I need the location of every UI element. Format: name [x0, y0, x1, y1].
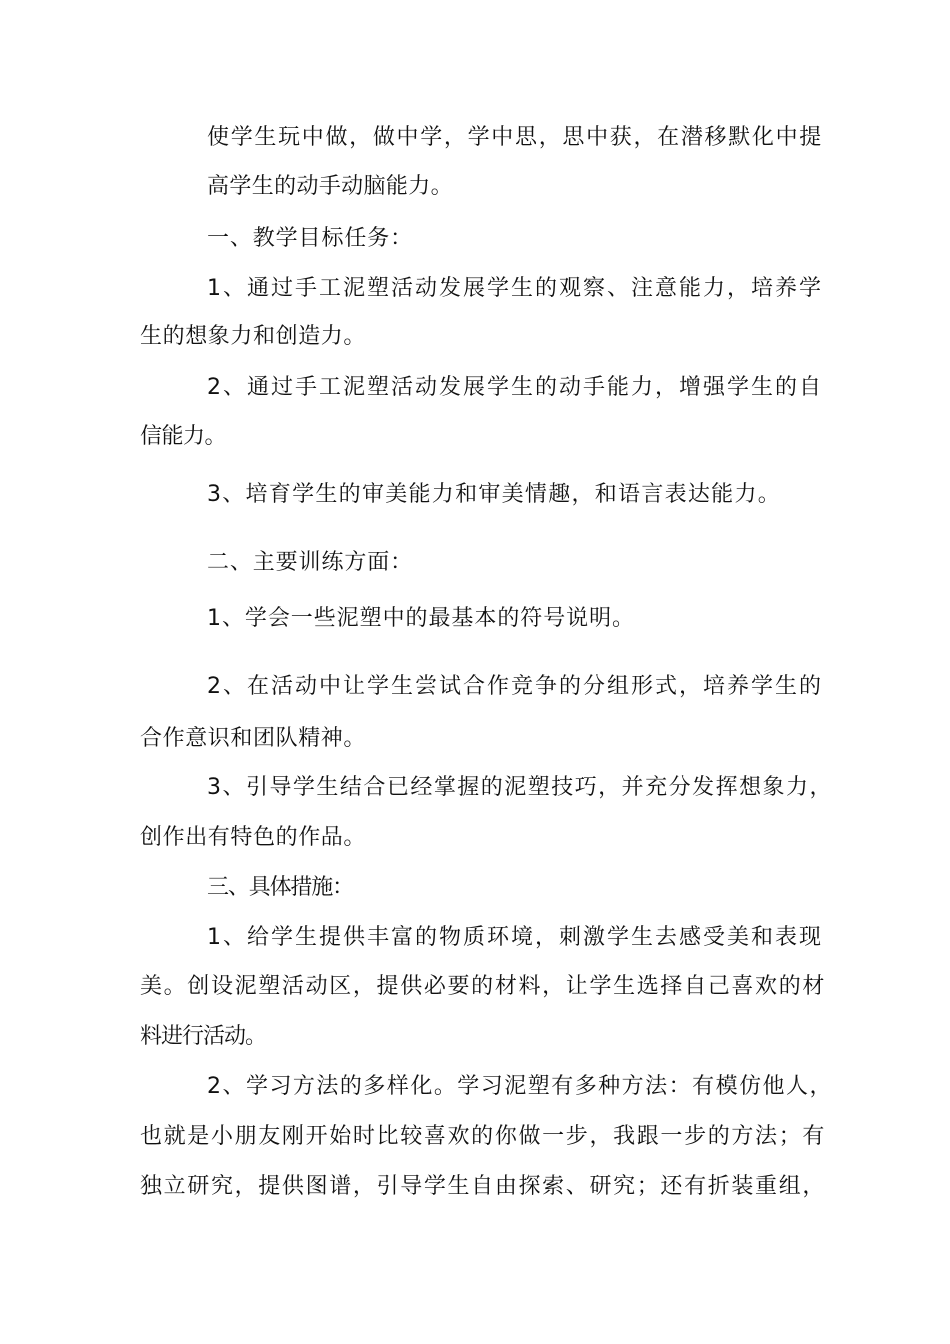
text-line: 2、通过手工泥塑活动发展学生的动手能力，增强学生的自	[207, 375, 823, 400]
text-line: 2、在活动中让学生尝试合作竞争的分组形式，培养学生的	[207, 674, 823, 699]
text-line: 使学生玩中做，做中学，学中思，思中获，在潜移默化中提	[207, 125, 824, 150]
text-line: 美。创设泥塑活动区，提供必要的材料，让学生选择自己喜欢的材	[140, 974, 827, 999]
section-heading: 二、主要训练方面：	[207, 550, 414, 575]
text-line: 独立研究，提供图谱，引导学生自由探索、研究；还有折装重组，	[140, 1174, 827, 1199]
text-line: 3、引导学生结合已经掌握的泥塑技巧，并充分发挥想象力，	[207, 775, 833, 800]
text-line: 合作意识和团队精神。	[140, 726, 367, 751]
text-line: 信能力。	[140, 424, 227, 449]
text-line: 3、培育学生的审美能力和审美情趣，和语言表达能力。	[207, 482, 781, 507]
text-line: 1、给学生提供丰富的物质环境，刺激学生去感受美和表现	[207, 925, 823, 950]
text-line: 1、学会一些泥塑中的最基本的符号说明。	[207, 606, 635, 631]
section-heading: 三、具体措施：	[207, 875, 354, 900]
text-line: 也就是小朋友刚开始时比较喜欢的你做一步，我跟一步的方法；有	[140, 1124, 827, 1149]
text-line: 2、学习方法的多样化。学习泥塑有多种方法：有模仿他人，	[207, 1074, 833, 1099]
text-line: 创作出有特色的作品。	[140, 825, 367, 850]
text-line: 生的想象力和创造力。	[140, 324, 367, 349]
section-heading: 一、教学目标任务：	[207, 226, 414, 251]
text-line: 1、通过手工泥塑活动发展学生的观察、注意能力，培养学	[207, 276, 823, 301]
text-line: 料进行活动。	[140, 1024, 267, 1049]
text-line: 高学生的动手动脑能力。	[207, 174, 454, 199]
